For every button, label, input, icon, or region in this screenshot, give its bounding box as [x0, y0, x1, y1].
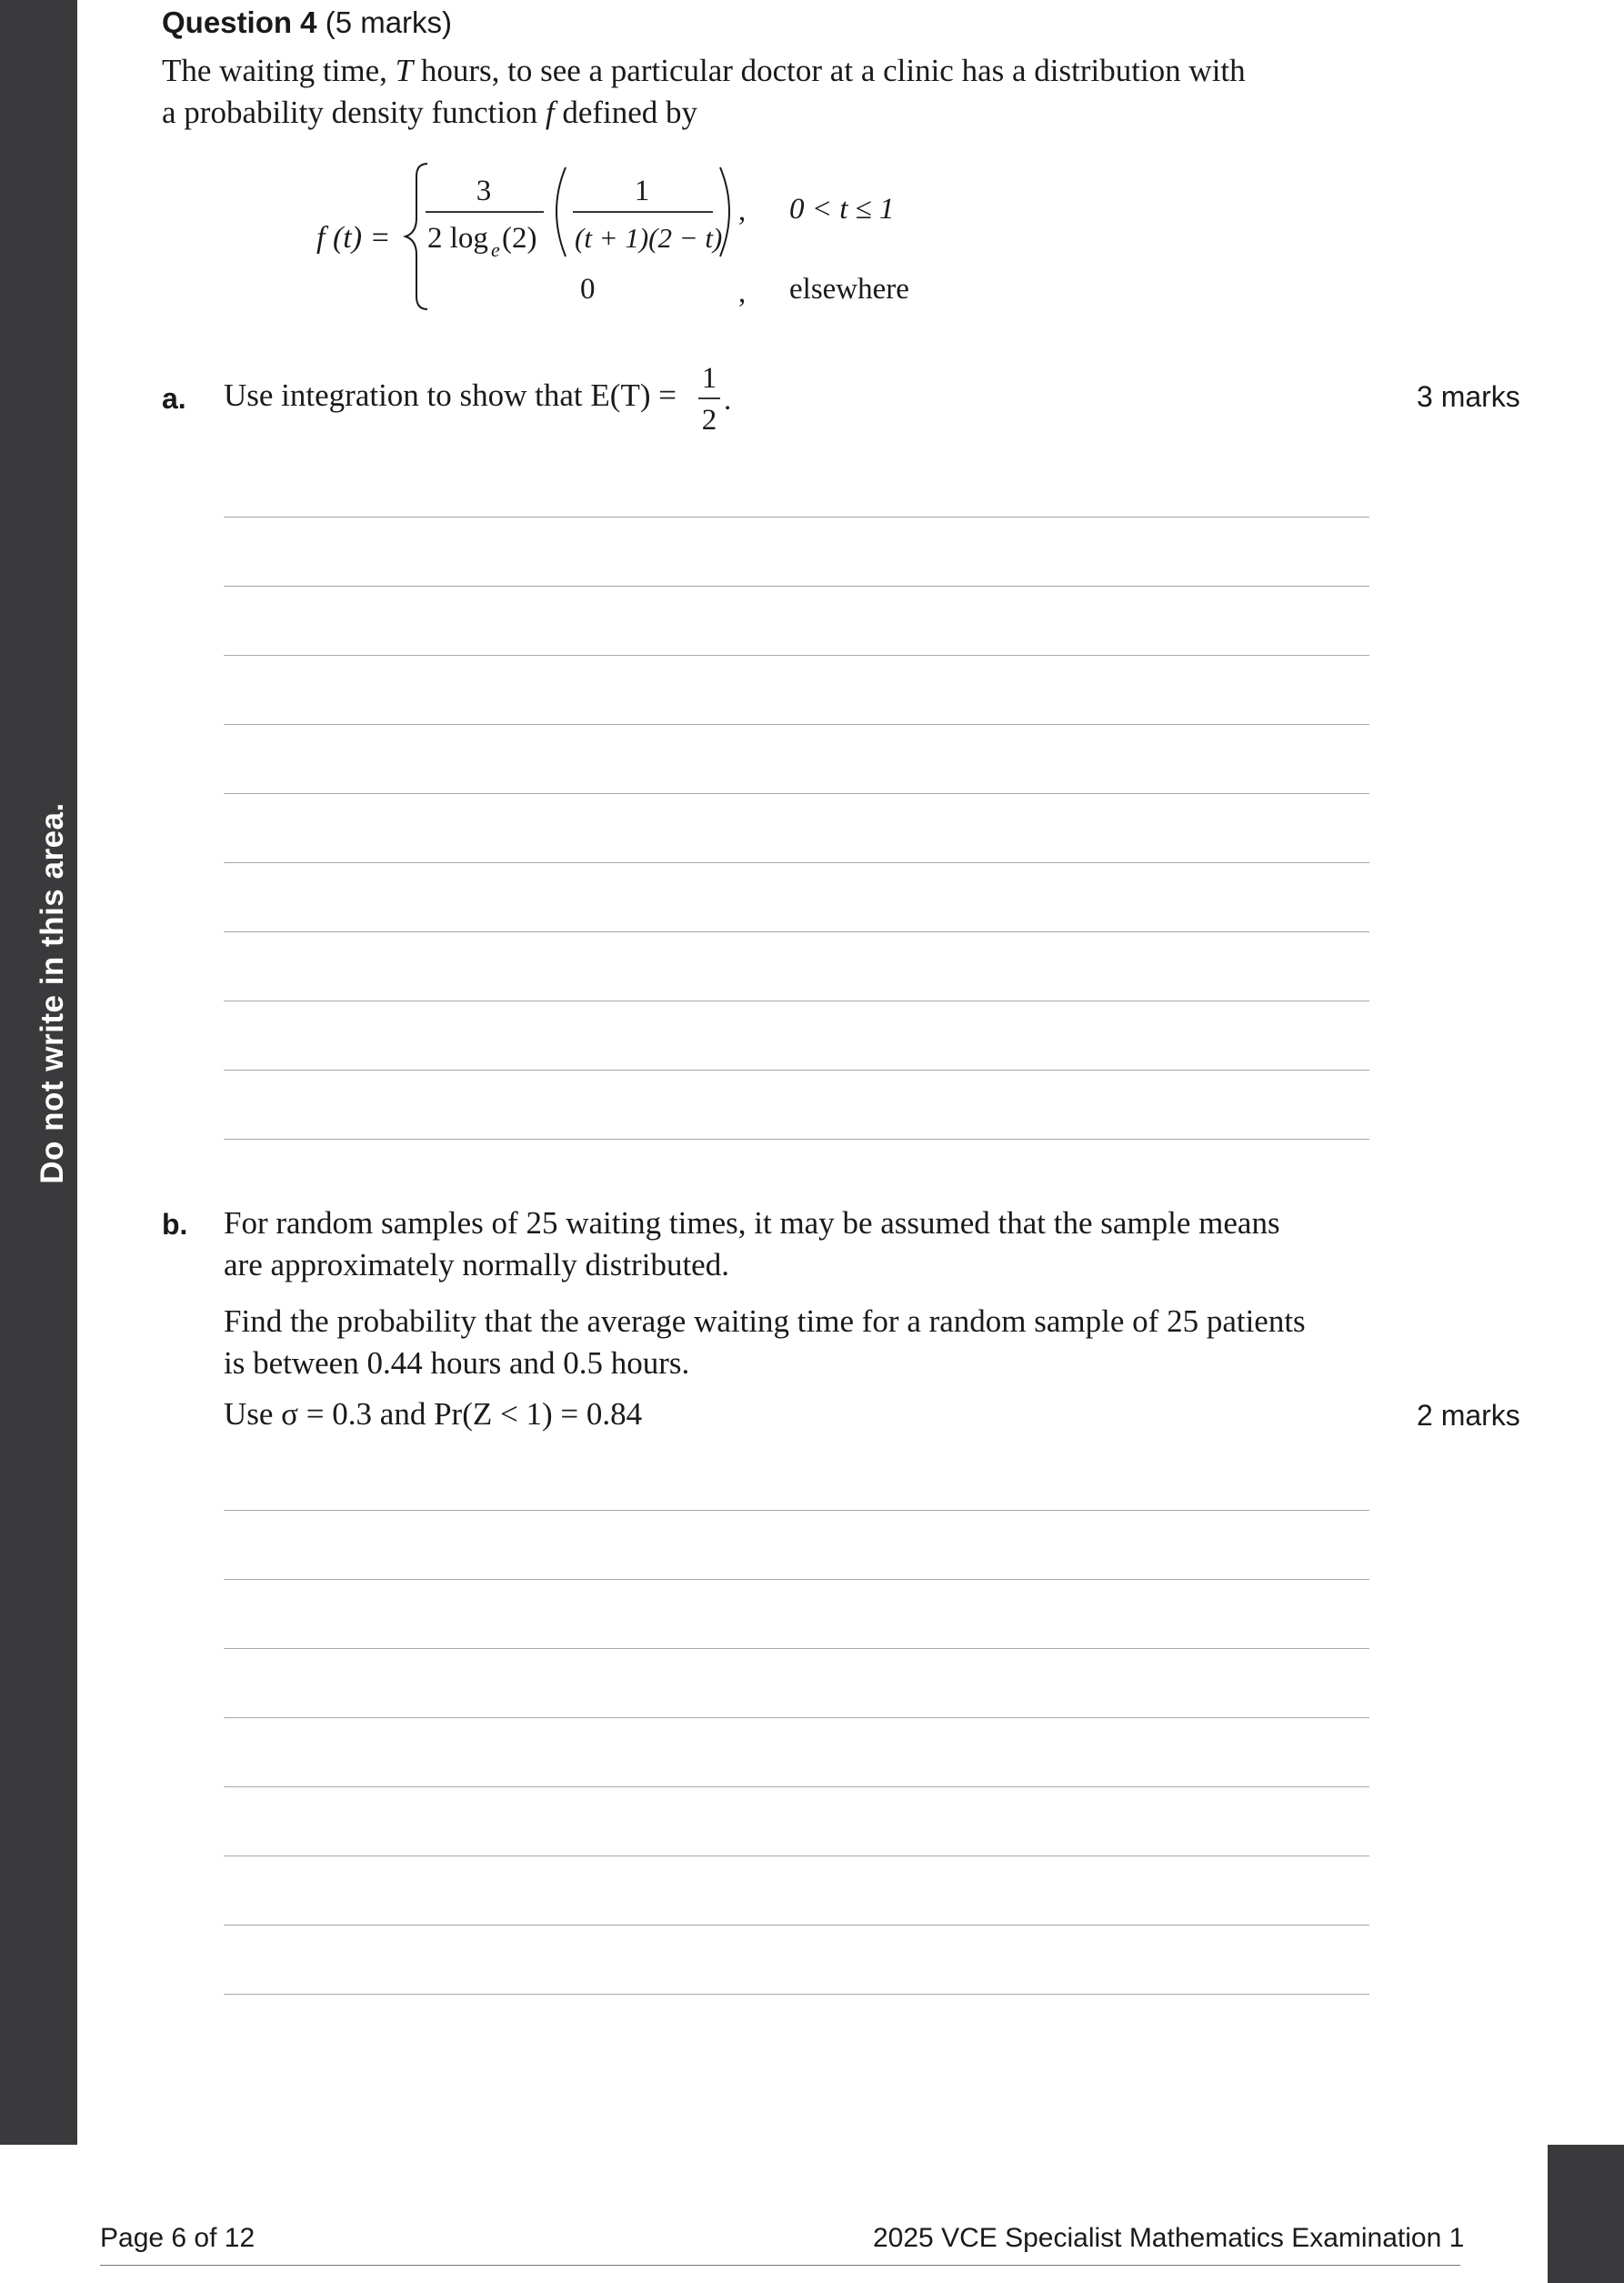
question-intro-line-2: [162, 92, 697, 134]
answer-line[interactable]: [224, 724, 1369, 725]
intro-var-f: f: [545, 95, 555, 130]
frac-half-period: .: [724, 384, 732, 417]
intro-text-d: defined by: [554, 95, 698, 130]
case2-condition: elsewhere: [789, 273, 909, 306]
frac1-numerator: 3: [476, 175, 492, 207]
question-title: Question 4: [162, 5, 317, 39]
question-heading: [162, 5, 452, 40]
answer-line[interactable]: [224, 1717, 1369, 1718]
part-b-marks: 2 marks: [1417, 1399, 1520, 1432]
part-b-line-5: Use σ = 0.3 and Pr(Z < 1) = 0.84: [224, 1396, 643, 1432]
answer-line[interactable]: [224, 655, 1369, 656]
pdf-lhs: f (t) =: [316, 221, 391, 255]
intro-text-c: a probability density function: [162, 95, 546, 130]
part-a-question: [224, 375, 677, 417]
part-a-label: a.: [162, 382, 186, 415]
part-a-marks: 3 marks: [1417, 380, 1520, 413]
intro-text-b: hours, to see a particular doctor at a clinic has a distribution with: [413, 53, 1246, 88]
footer-rule: [100, 2265, 1460, 2266]
left-brace: [406, 164, 427, 309]
answer-line[interactable]: [224, 517, 1369, 518]
part-b-line-2: are approximately normally distributed.: [224, 1247, 729, 1282]
part-b-line-1: For random samples of 25 waiting times, it may be assumed that the sample means: [224, 1205, 1280, 1241]
frac2-denominator: (t + 1)(2 − t): [575, 222, 723, 254]
answer-line[interactable]: [224, 1648, 1369, 1649]
question-marks: (5 marks): [325, 5, 453, 39]
case1-condition: 0 < t ≤ 1: [789, 193, 895, 226]
exam-title: 2025 VCE Specialist Mathematics Examination 1: [873, 2223, 1465, 2253]
answer-line[interactable]: [224, 586, 1369, 587]
case2-value: 0: [580, 273, 596, 306]
answer-line[interactable]: [224, 1510, 1369, 1511]
frac-half-denominator: 2: [701, 404, 717, 437]
answer-line[interactable]: [224, 1994, 1369, 1995]
page-number: Page 6 of 12: [100, 2223, 256, 2253]
do-not-write-notice: Do not write in this area.: [35, 802, 70, 1184]
frac1-denominator-b: (2): [502, 222, 537, 255]
part-b-label: b.: [162, 1208, 188, 1241]
answer-line[interactable]: [224, 862, 1369, 863]
frac1-denominator-a: 2 log: [427, 222, 488, 255]
answer-line[interactable]: [224, 1139, 1369, 1140]
part-a-text: Use integration to show that E(T) =: [224, 377, 677, 413]
corner-block: [1548, 2145, 1624, 2283]
answer-line[interactable]: [224, 1786, 1369, 1787]
question-intro-line-1: [162, 50, 1246, 92]
part-a-fraction: [695, 357, 749, 458]
answer-line[interactable]: [224, 1579, 1369, 1580]
left-paren: [556, 167, 566, 256]
answer-line[interactable]: [224, 1925, 1369, 1926]
part-b-line-4: is between 0.44 hours and 0.5 hours.: [224, 1345, 690, 1381]
answer-line[interactable]: [224, 931, 1369, 932]
intro-text-a: The waiting time,: [162, 53, 396, 88]
answer-line[interactable]: [224, 793, 1369, 794]
case1-comma: ,: [738, 195, 747, 227]
frac2-numerator: 1: [634, 175, 650, 207]
part-b-line-3: Find the probability that the average waiting time for a random sample of 25 patients: [224, 1303, 1306, 1339]
pdf-definition: [309, 155, 946, 318]
frac-half-numerator: 1: [701, 362, 717, 395]
frac1-denominator-sub: e: [491, 238, 500, 261]
answer-line[interactable]: [224, 1070, 1369, 1071]
case2-comma: ,: [738, 277, 747, 309]
intro-var-T: T: [395, 53, 414, 88]
